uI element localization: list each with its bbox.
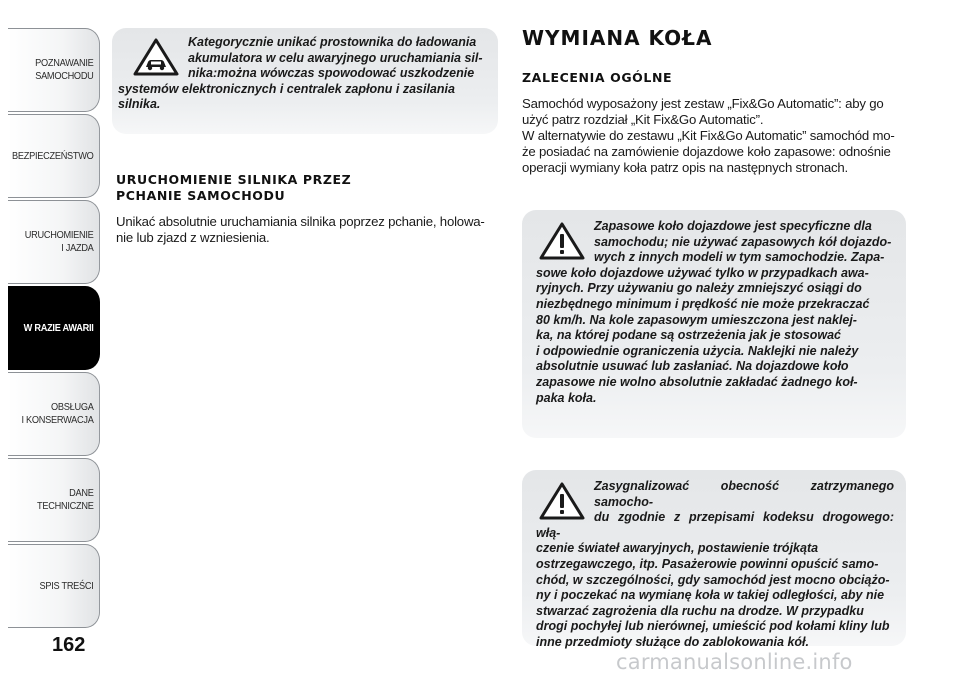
warning-line: ny i poczekać na wymianę koła w takiej odległości, aby nie: [536, 588, 885, 603]
page-number: 162: [52, 634, 86, 656]
tab-spis-tresci[interactable]: SPIS TREŚCI: [8, 544, 100, 628]
warning-line: i odpowiednie ograniczenia użycia. Naklejki nie należy: [536, 343, 859, 358]
warning-line: ka, na której podane są ostrzeżenia jak je stosować: [536, 328, 841, 343]
body-line: Samochód wyposażony jest zestaw „Fix&Go Automatic”: aby go: [522, 96, 884, 111]
warning-line: wych z innych modeli w tym samochodzie. Zapa-: [594, 250, 885, 265]
warning-triangle-icon: [538, 221, 586, 261]
warning-line: czenie świateł awaryjnych, postawienie trójkąta: [536, 541, 819, 556]
warning-line: inne przedmioty służące do zablokowania kół.: [536, 634, 809, 649]
warning-line: paka koła.: [536, 390, 597, 405]
body-line: użyć patrz rozdział „Kit Fix&Go Automatic”.: [522, 112, 764, 127]
tab-uruchomienie-i-jazda[interactable]: URUCHOMIENIE I JAZDA: [8, 200, 100, 284]
warning-line: zapasowe nie wolno absolutnie zakładać żadnego koł-: [536, 374, 858, 389]
body-line: operacji wymiany koła patrz opis na następnych stronach.: [522, 160, 848, 175]
warning-line: akumulatora w celu awaryjnego uruchamiania sil-: [188, 50, 483, 65]
section-heading-push-start: [116, 172, 351, 204]
warning-box-charger: [112, 28, 498, 134]
warning-line: silnika.: [118, 97, 161, 112]
warning-box-road-safety: [522, 470, 906, 649]
warning-line: Zasygnalizować obecność zatrzymanego samocho-: [594, 479, 894, 509]
warning-box-spare-wheel: [522, 210, 906, 438]
warning-line: 80 km/h. Na kole zapasowym umieszczona jest naklej-: [536, 312, 857, 327]
page-title: WYMIANA KOŁA: [522, 26, 713, 50]
watermark-text: carmanualsonline.info: [616, 650, 853, 674]
warning-triangle-icon: [538, 481, 586, 521]
tab-obsluga-i-konserwacja[interactable]: OBSŁUGA I KONSERWACJA: [8, 372, 100, 456]
warning-line: Zapasowe koło dojazdowe jest specyficzne dla: [594, 219, 872, 233]
warning-line: niezbędnego minimum i prędkość nie może przekraczać: [536, 296, 870, 311]
warning-line: nika:można wówczas spowodować uszkodzenie: [188, 66, 475, 81]
section-body-push-start: [116, 214, 500, 246]
warning-line: du zgodnie z przepisami kodeksu drogowego: włą-: [536, 510, 894, 540]
section-subtitle: ZALECENIA OGÓLNE: [522, 70, 673, 85]
body-line: nie lub zjazd z wzniesienia.: [116, 230, 270, 245]
body-line: że posiadać na zamówienie dojazdowe koło zapasowe: odnośnie: [522, 144, 891, 159]
intro-paragraph: [522, 96, 908, 176]
warning-line: sowe koło dojazdowe używać tylko w przypadkach awa-: [536, 265, 869, 280]
warning-line: Kategorycznie unikać prostownika do ładowania: [188, 35, 477, 49]
warning-line: ryjnych. Przy używaniu go należy zmniejszyć osiągi do: [536, 281, 862, 296]
warning-line: samochodu; nie używać zapasowych kół dojazdo-: [594, 234, 892, 249]
warning-line: ostrzegawczego, itp. Pasażerowie powinni opuścić samo-: [536, 556, 879, 571]
tab-bezpieczenstwo[interactable]: BEZPIECZEŃSTWO: [8, 114, 100, 198]
tab-poznawanie-samochodu[interactable]: POZNAWANIE SAMOCHODU: [8, 28, 100, 112]
body-line: Unikać absolutnie uruchamiania silnika poprzez pchanie, holowa-: [116, 214, 485, 229]
body-line: W alternatywie do zestawu „Kit Fix&Go Automatic” samochód mo-: [522, 128, 895, 143]
warning-line: stwarzać zagrożenia dla ruchu na drodze. W przypadku: [536, 603, 864, 618]
warning-line: chód, w szczególności, gdy samochód jest mocno obciążo-: [536, 572, 890, 587]
tab-dane-techniczne[interactable]: DANE TECHNICZNE: [8, 458, 100, 542]
warning-line: absolutnie usuwać lub zasłaniać. Na dojazdowe koło: [536, 359, 849, 374]
tab-w-razie-awarii[interactable]: W RAZIE AWARII: [8, 286, 100, 370]
warning-line: drogi pochyłej lub nierównej, umieścić pod kołami kliny lub: [536, 619, 890, 634]
heading-line: PCHANIE SAMOCHODU: [116, 188, 286, 203]
heading-line: URUCHOMIENIE SILNIKA PRZEZ: [116, 172, 352, 187]
warning-line: systemów elektronicznych i centralek zapłonu i zasilania: [118, 81, 455, 96]
warning-triangle-car-icon: [132, 37, 180, 77]
